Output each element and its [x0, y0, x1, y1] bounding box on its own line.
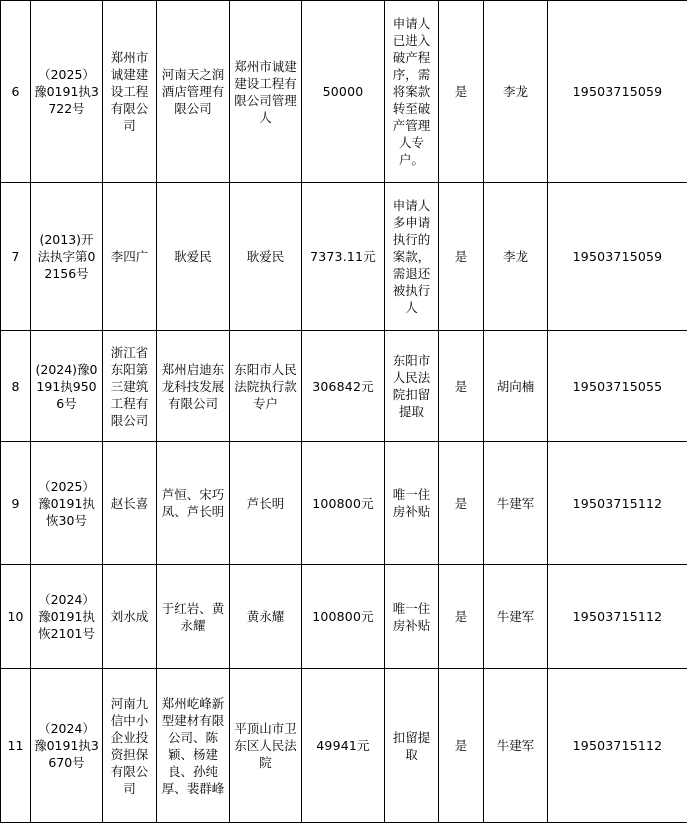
flag: 是: [439, 565, 484, 669]
handler: 李龙: [484, 183, 548, 331]
case-number: (2024)豫0191执9506号: [31, 331, 103, 442]
applicant: 浙江省东阳第三建筑工程有限公司: [103, 331, 157, 442]
row-number: 6: [1, 1, 31, 183]
payee: 黄永耀: [230, 565, 302, 669]
phone: 19503715059: [548, 1, 687, 183]
case-number: (2013)开法执字第02156号: [31, 183, 103, 331]
amount: 7373.11元: [302, 183, 385, 331]
applicant: 赵长喜: [103, 442, 157, 565]
respondent: 耿爱民: [157, 183, 230, 331]
handler: 牛建军: [484, 565, 548, 669]
flag: 是: [439, 442, 484, 565]
respondent: 郑州启迪东龙科技发展有限公司: [157, 331, 230, 442]
payee: 郑州市诚建建设工程有限公司管理人: [230, 1, 302, 183]
payee: 东阳市人民法院执行款专户: [230, 331, 302, 442]
reason: 申请人多申请执行的案款，需退还被执行人: [385, 183, 439, 331]
respondent: 于红岩、黄永耀: [157, 565, 230, 669]
handler: 牛建军: [484, 442, 548, 565]
applicant: 李四广: [103, 183, 157, 331]
payee: 平顶山市卫东区人民法院: [230, 669, 302, 823]
payee: 耿爱民: [230, 183, 302, 331]
flag: 是: [439, 669, 484, 823]
phone: 19503715112: [548, 442, 687, 565]
row-number: 10: [1, 565, 31, 669]
amount: 49941元: [302, 669, 385, 823]
reason: 东阳市人民法院扣留提取: [385, 331, 439, 442]
table-row: [1, 442, 687, 565]
phone: 19503715112: [548, 565, 687, 669]
applicant: 刘水成: [103, 565, 157, 669]
phone: 19503715112: [548, 669, 687, 823]
row-number: 9: [1, 442, 31, 565]
flag: 是: [439, 331, 484, 442]
row-number: 11: [1, 669, 31, 823]
case-number: （2024）豫0191执恢2101号: [31, 565, 103, 669]
case-number: （2024）豫0191执3670号: [31, 669, 103, 823]
table-row: [1, 183, 687, 331]
handler: 李龙: [484, 1, 548, 183]
amount: 306842元: [302, 331, 385, 442]
respondent: 郑州屹峰新型建材有限公司、陈颖、杨建良、孙纯厚、裴群峰: [157, 669, 230, 823]
amount: 100800元: [302, 442, 385, 565]
reason: 申请人已进入破产程序，需将案款转至破产管理人专户。: [385, 1, 439, 183]
respondent: 芦恒、宋巧凤、芦长明: [157, 442, 230, 565]
row-number: 8: [1, 331, 31, 442]
handler: 牛建军: [484, 669, 548, 823]
payee: 芦长明: [230, 442, 302, 565]
table-row: [1, 669, 687, 823]
case-number: （2025）豫0191执3722号: [31, 1, 103, 183]
flag: 是: [439, 1, 484, 183]
phone: 19503715055: [548, 331, 687, 442]
applicant: 郑州市诚建建设工程有限公司: [103, 1, 157, 183]
amount: 50000: [302, 1, 385, 183]
handler: 胡向楠: [484, 331, 548, 442]
table-row: [1, 1, 687, 183]
reason: 唯一住房补贴: [385, 565, 439, 669]
reason: 扣留提取: [385, 669, 439, 823]
case-number: （2025）豫0191执恢30号: [31, 442, 103, 565]
table-row: [1, 565, 687, 669]
amount: 100800元: [302, 565, 385, 669]
row-number: 7: [1, 183, 31, 331]
table-row: [1, 331, 687, 442]
applicant: 河南九信中小企业投资担保有限公司: [103, 669, 157, 823]
respondent: 河南天之润酒店管理有限公司: [157, 1, 230, 183]
phone: 19503715059: [548, 183, 687, 331]
reason: 唯一住房补贴: [385, 442, 439, 565]
flag: 是: [439, 183, 484, 331]
